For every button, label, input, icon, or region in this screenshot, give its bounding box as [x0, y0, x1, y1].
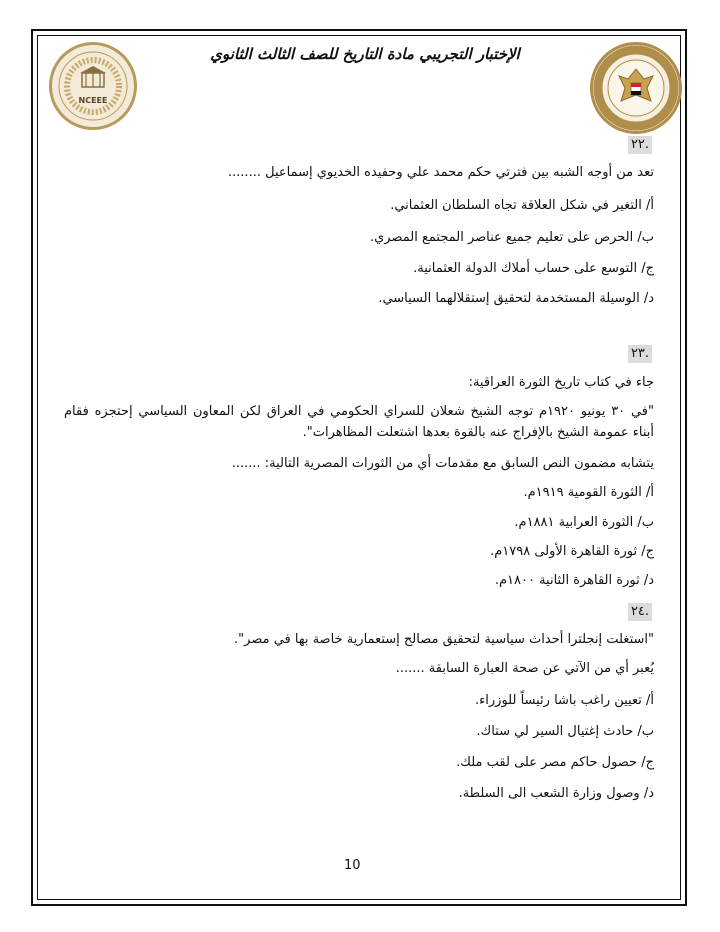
ministry-logo-text	[593, 45, 594, 46]
nceee-logo-text: NCEEE	[78, 96, 108, 105]
question-22-stem: تعد من أوجه الشبه بين فترتي حكم محمد علي وحفيده الخديوي إسماعيل ........	[227, 165, 654, 180]
question-24-option-d: د/ وصول وزارة الشعب الى السلطة.	[458, 786, 654, 801]
question-24-option-b: ب/ حادث إغتيال السير لي ستاك.	[476, 724, 654, 739]
question-23-stem: يتشابه مضمون النص السابق مع مقدمات أي من الثورات المصرية التالية: .......	[231, 456, 654, 471]
question-23-number: .٢٣	[628, 345, 652, 363]
page-number: 10	[344, 858, 361, 873]
question-23-option-a: أ/ الثورة القومية ١٩١٩م.	[523, 485, 654, 500]
question-24-option-c: ج/ حصول حاكم مصر على لقب ملك.	[456, 755, 654, 770]
question-24-number: .٢٤	[628, 603, 652, 621]
question-23-option-c: ج/ ثورة القاهرة الأولى ١٧٩٨م.	[490, 544, 654, 559]
question-24-option-a: أ/ تعيين راغب باشا رئيساً للوزراء.	[475, 693, 654, 708]
question-24-stem: يُعبر أي من الآتي عن صحة العبارة السابقة .......	[395, 661, 654, 676]
eagle-emblem-icon	[593, 45, 679, 131]
question-24-statement: "استغلت إنجلترا أحداث سياسية لتحقيق مصالح إستعمارية خاصة بها في مصر".	[234, 632, 654, 647]
question-22-option-c: ج/ التوسع على حساب أملاك الدولة العثمانية.	[413, 261, 654, 276]
question-23-intro: جاء في كتاب تاريخ الثورة العراقية:	[468, 375, 654, 390]
question-22-number: .٢٢	[628, 136, 652, 154]
question-22-option-d: د/ الوسيلة المستخدمة لتحقيق إستقلالهما السياسي.	[378, 291, 654, 306]
question-22-option-b: ب/ الحرص على تعليم جميع عناصر المجتمع المصري.	[370, 230, 654, 245]
ministry-logo	[590, 42, 682, 134]
question-23-option-b: ب/ الثورة العرابية ١٨٨١م.	[514, 515, 654, 530]
question-22-option-a: أ/ التغير في شكل العلاقة تجاه السلطان العثماني.	[390, 198, 654, 213]
question-23-quote: "في ٣٠ يونيو ١٩٢٠م توجه الشيخ شعلان للسراي الحكومي في العراق لكن المعاون السياسي إحتجزه فقام أبناء عمومة الشيخ بالإفراج عنه بالقوة بعدها اشتعلت المظاهرات".	[64, 404, 654, 440]
exam-title: الإختبار التجريبي مادة التاريخ للصف الثالث الثانوي	[210, 45, 520, 63]
nceee-emblem-icon	[52, 45, 134, 127]
question-23-option-d: د/ ثورة القاهرة الثانية ١٨٠٠م.	[494, 573, 654, 588]
nceee-logo	[49, 42, 137, 130]
